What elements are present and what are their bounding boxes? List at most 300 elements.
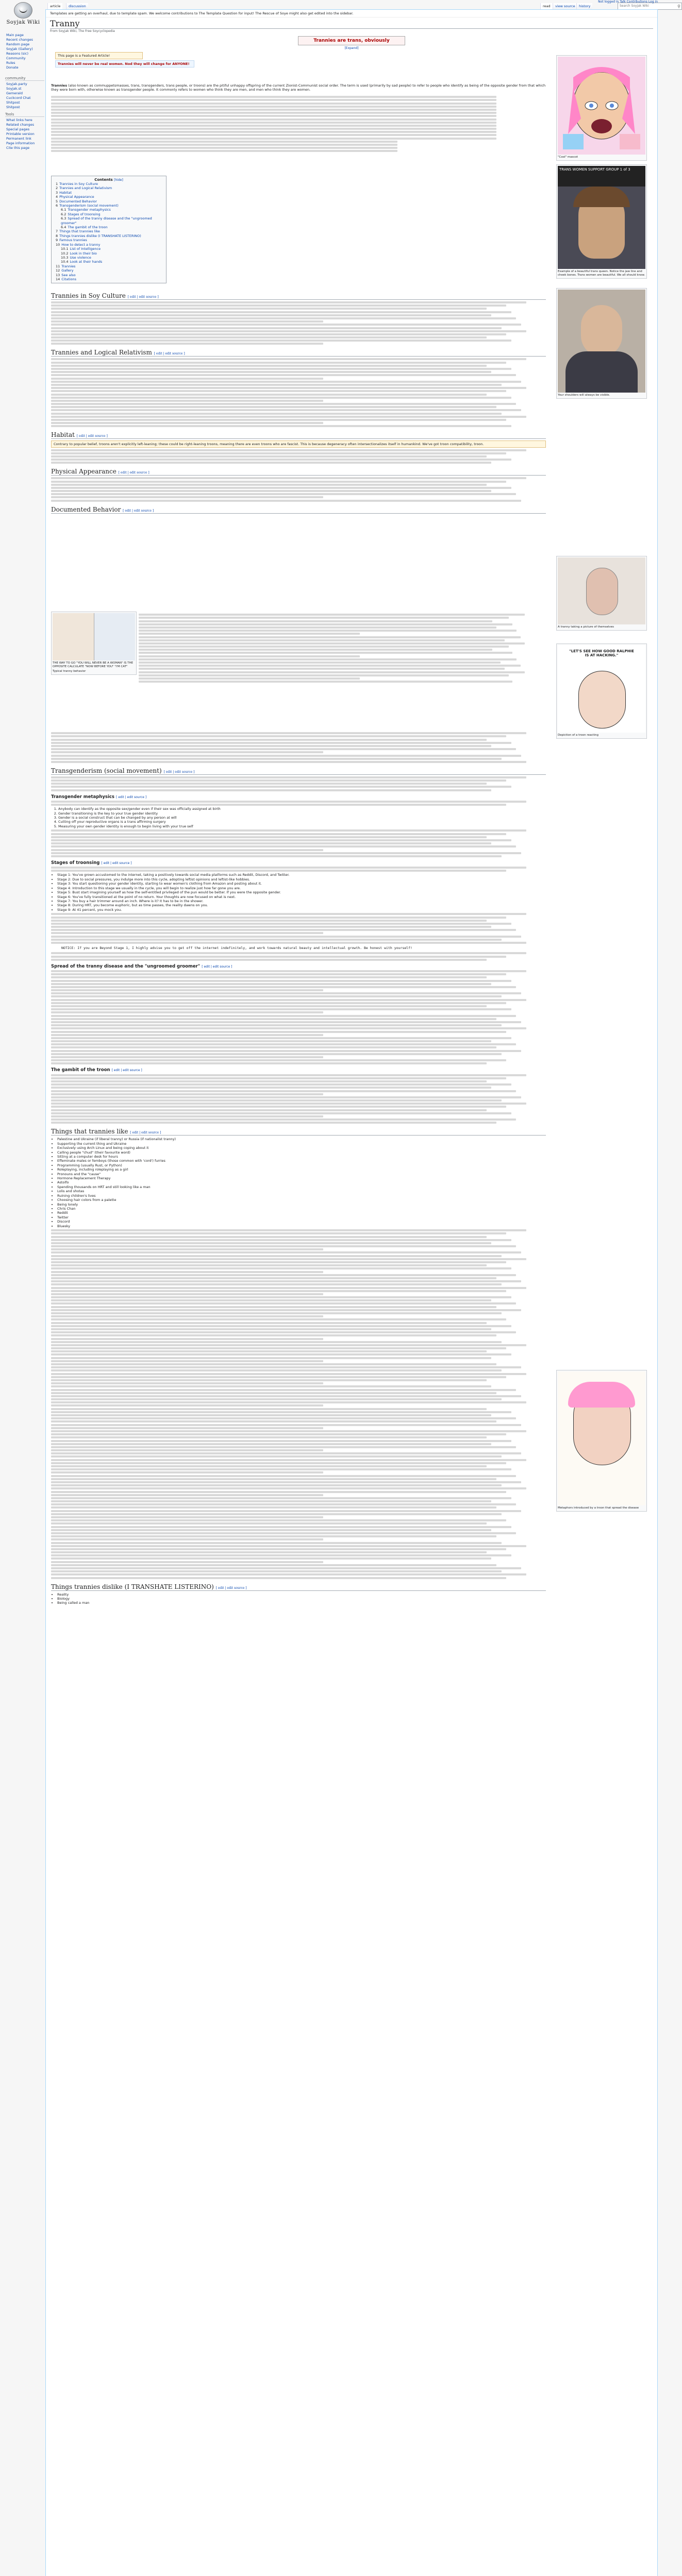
text-line bbox=[51, 311, 511, 313]
toc-label: Transgenderism (social movement) bbox=[59, 204, 119, 208]
text-line bbox=[51, 141, 397, 143]
toc-number: 6 bbox=[56, 204, 58, 208]
text-line bbox=[51, 1455, 502, 1458]
text-line bbox=[51, 1392, 496, 1394]
text-line bbox=[51, 1449, 323, 1451]
section-text bbox=[51, 477, 546, 501]
toc-number: 10.4 bbox=[61, 260, 69, 264]
text-line bbox=[51, 1344, 526, 1346]
toc-number: 4 bbox=[56, 195, 58, 199]
text-line bbox=[51, 125, 496, 127]
text-line bbox=[51, 1302, 516, 1304]
site-name: Soyjak Wiki bbox=[6, 20, 40, 25]
text-line bbox=[51, 336, 487, 338]
text-line bbox=[51, 870, 506, 872]
text-line bbox=[51, 1459, 526, 1461]
toc-label: Transgender metaphysics bbox=[68, 208, 111, 212]
text-line bbox=[51, 1293, 323, 1295]
section-text bbox=[51, 1074, 546, 1124]
tab-discussion[interactable]: discussion bbox=[66, 3, 88, 9]
text-line bbox=[51, 976, 487, 978]
text-line bbox=[51, 1510, 521, 1512]
list-item: • Being called a man bbox=[57, 1601, 546, 1605]
list-item: • Ruining children's lives bbox=[57, 1194, 546, 1198]
text-line bbox=[51, 1112, 511, 1114]
community-item[interactable]: Soyjak.party bbox=[6, 82, 27, 86]
bottom-caption: Metaphors introduced by a troon that spread the disease bbox=[558, 1506, 639, 1510]
text-line bbox=[51, 1443, 491, 1445]
toc-item[interactable] bbox=[56, 256, 163, 260]
toc-label: Look in their bio bbox=[70, 251, 97, 256]
site-notice: Templates are getting an overhaul, due to template spam. We welcome contributions to The Template Question for input! The Rescue of Soye might also get edited into the sidebar. bbox=[46, 10, 657, 18]
list-item: • Spending thousands on HRT and still looking like a man bbox=[57, 1185, 546, 1189]
text-line bbox=[51, 917, 506, 919]
text-line bbox=[51, 381, 521, 383]
toc-item[interactable] bbox=[56, 251, 163, 256]
likes-list bbox=[51, 1137, 546, 1228]
photo2-thumb bbox=[556, 288, 647, 399]
tab-history[interactable]: history bbox=[576, 3, 592, 9]
text-line bbox=[51, 1062, 487, 1064]
toc-number: 6.1 bbox=[61, 208, 66, 212]
toc-item[interactable] bbox=[56, 216, 163, 225]
section-heading: Things that trannies like bbox=[51, 1128, 128, 1136]
toc-number: 6.2 bbox=[61, 212, 66, 216]
section-heading: Physical Appearance bbox=[51, 468, 117, 476]
photo2-image[interactable] bbox=[558, 290, 645, 393]
toc-label: Trannies in Soy Culture bbox=[59, 182, 98, 186]
toc-number: 9 bbox=[56, 238, 58, 243]
mascot-image[interactable] bbox=[558, 57, 645, 155]
text-line bbox=[51, 1529, 491, 1531]
text-line bbox=[51, 1283, 502, 1285]
page-banner: Trannies are trans, obviously bbox=[298, 36, 405, 45]
section-text bbox=[51, 970, 546, 1064]
text-line bbox=[51, 783, 487, 785]
nav-item[interactable]: Main page bbox=[6, 33, 24, 37]
text-line bbox=[51, 406, 496, 408]
text-line bbox=[51, 1420, 496, 1422]
text-line bbox=[139, 655, 360, 657]
search-placeholder: Search Soyjak Wiki bbox=[620, 4, 649, 8]
community-item[interactable]: Shitpost bbox=[6, 100, 20, 105]
tab-read[interactable]: read bbox=[540, 3, 553, 9]
nav-item[interactable]: Donate bbox=[6, 65, 19, 70]
text-line bbox=[51, 849, 323, 851]
warning-notice: Trannies will never be real women. Nod they will change for ANYONE! bbox=[55, 60, 194, 67]
community-item[interactable]: Shitpost bbox=[6, 105, 20, 109]
text-line bbox=[51, 374, 516, 376]
nav-item[interactable]: Reasons (sic) bbox=[6, 52, 28, 56]
text-line bbox=[51, 1353, 511, 1355]
text-line bbox=[139, 636, 521, 638]
text-line bbox=[51, 1103, 526, 1105]
tab-view-source[interactable]: view source bbox=[553, 3, 577, 9]
text-line bbox=[51, 481, 506, 483]
toc-item[interactable] bbox=[56, 247, 163, 251]
toc-item[interactable] bbox=[56, 208, 163, 212]
text-line bbox=[139, 614, 525, 616]
toc-label: Things that trannies like bbox=[59, 229, 100, 234]
text-line bbox=[51, 1043, 516, 1045]
text-line bbox=[51, 1436, 487, 1438]
toc-label: Things trannies dislike (I TRANSHATE LISTERINO) bbox=[59, 233, 141, 238]
edit-link[interactable]: [ edit | edit source ] bbox=[111, 1069, 142, 1073]
text-line bbox=[51, 1322, 487, 1324]
text-line bbox=[51, 1118, 516, 1121]
text-line bbox=[51, 833, 506, 835]
text-line bbox=[51, 500, 521, 502]
text-line bbox=[51, 1271, 323, 1273]
tools-item[interactable]: Permanent link bbox=[6, 137, 31, 141]
tools-heading: Tools bbox=[5, 112, 44, 117]
text-line bbox=[51, 1573, 526, 1575]
list-item: • Programming (usually Rust, or Python) bbox=[57, 1163, 546, 1167]
text-line bbox=[51, 1379, 487, 1381]
text-line bbox=[51, 786, 511, 788]
sidebar bbox=[0, 0, 45, 2576]
search-input[interactable] bbox=[618, 3, 682, 10]
toc-label: Habitat bbox=[59, 190, 72, 195]
text-line bbox=[51, 324, 521, 326]
edit-link[interactable]: [ edit | edit source ] bbox=[215, 1586, 247, 1590]
table-of-contents bbox=[51, 176, 167, 283]
toc-label: Gallery bbox=[61, 268, 74, 273]
text-line bbox=[51, 739, 487, 741]
photo3-figure bbox=[586, 568, 618, 615]
text-line bbox=[51, 1325, 511, 1327]
text-line bbox=[51, 956, 506, 958]
subsection-heading: The gambit of the troon bbox=[51, 1067, 110, 1073]
text-line bbox=[51, 1357, 491, 1359]
toc-item[interactable] bbox=[56, 199, 163, 204]
nav-item[interactable]: Soyjak (Gallery) bbox=[6, 47, 33, 51]
section-soy-culture bbox=[51, 288, 546, 515]
section-text bbox=[139, 614, 541, 683]
nav-item[interactable]: Community bbox=[6, 56, 26, 60]
text-line bbox=[139, 665, 521, 667]
toc-item[interactable] bbox=[56, 234, 163, 238]
list-item: • Effeminate males or femboys (those common with 'cord') furries bbox=[57, 1159, 546, 1163]
tools-item[interactable]: What links here bbox=[6, 118, 32, 122]
notice-block: NOTICE: If you are Beyond Stage 1, I highly advise you to get off the internet indefinitely, and work towards natural beauty and intellectual growth. Be honest with yourself! bbox=[61, 946, 412, 950]
list-item: • Stage 7: You buy a hair trimmer around an inch. Where is it? It has to be in the shower. bbox=[57, 899, 546, 903]
section-text bbox=[51, 358, 546, 427]
quote-caption: Depiction of a troon reacting bbox=[558, 734, 598, 737]
text-line bbox=[51, 1122, 496, 1124]
text-line bbox=[51, 1099, 502, 1101]
text-line bbox=[51, 1299, 491, 1301]
edit-link[interactable]: [ edit | edit source ] bbox=[154, 352, 185, 356]
text-line bbox=[51, 477, 526, 479]
toc-item[interactable] bbox=[56, 260, 163, 264]
text-line bbox=[51, 989, 323, 991]
community-item[interactable]: Soyjak.st bbox=[6, 87, 22, 91]
text-line bbox=[51, 1011, 323, 1013]
text-line bbox=[51, 1513, 502, 1515]
text-line bbox=[51, 1334, 496, 1336]
list-item: • Sitting at a computer desk for hours bbox=[57, 1155, 546, 1159]
list-item: • Chris Chan bbox=[57, 1207, 546, 1211]
edit-link[interactable]: [ edit | edit source ] bbox=[202, 964, 232, 969]
toc-item[interactable] bbox=[56, 264, 163, 268]
toc-title: Contents bbox=[94, 178, 113, 182]
text-line bbox=[51, 1331, 516, 1333]
edit-link[interactable]: [ edit | edit source ] bbox=[115, 795, 147, 799]
text-line bbox=[51, 308, 487, 310]
toc-item[interactable] bbox=[56, 195, 163, 199]
edit-link[interactable]: [ edit | edit source ] bbox=[76, 434, 108, 438]
photo3-caption: A tranny taking a picture of themselves bbox=[558, 625, 614, 629]
text-line bbox=[51, 333, 506, 335]
edit-link[interactable]: [ edit | edit source ] bbox=[118, 471, 149, 475]
text-line bbox=[51, 1083, 511, 1086]
text-line bbox=[51, 776, 526, 778]
intro-paragraph bbox=[51, 83, 546, 92]
edit-link[interactable]: [ edit | edit source ] bbox=[101, 861, 132, 865]
text-line bbox=[51, 980, 511, 982]
text-line bbox=[51, 409, 521, 411]
search-icon[interactable]: ⚲ bbox=[677, 4, 680, 9]
photo1-image[interactable] bbox=[558, 166, 645, 269]
toc-item[interactable] bbox=[56, 212, 163, 216]
toc-item[interactable] bbox=[56, 273, 163, 277]
text-line bbox=[51, 748, 516, 750]
site-logo[interactable] bbox=[4, 2, 42, 29]
text-line bbox=[51, 1519, 506, 1521]
dual-right bbox=[94, 613, 136, 660]
text-line bbox=[139, 626, 496, 629]
text-line bbox=[51, 855, 502, 857]
mascot-drawing bbox=[558, 57, 645, 155]
dual-small-caption: Typical tranny behavior bbox=[53, 670, 86, 673]
subsection-heading: Transgender metaphysics bbox=[51, 794, 114, 800]
toc-label: Look at their hands bbox=[70, 260, 103, 264]
text-line bbox=[51, 490, 491, 492]
text-line bbox=[51, 449, 526, 451]
text-line bbox=[51, 1494, 323, 1496]
edit-link[interactable]: [ edit | edit source ] bbox=[163, 770, 195, 774]
text-line bbox=[51, 1538, 323, 1540]
tools-item[interactable]: Page information bbox=[6, 141, 35, 145]
text-line bbox=[51, 144, 397, 146]
text-line bbox=[51, 378, 323, 380]
text-line bbox=[51, 1059, 506, 1061]
text-line bbox=[51, 1369, 502, 1371]
text-line bbox=[51, 1015, 516, 1017]
toc-item[interactable] bbox=[56, 186, 163, 190]
toc-item[interactable] bbox=[56, 229, 163, 233]
text-line bbox=[51, 1090, 516, 1092]
text-line bbox=[51, 1385, 491, 1387]
text-line bbox=[51, 1535, 496, 1537]
text-line bbox=[51, 867, 526, 869]
photo2-caption: Your shoulders will always be visible. bbox=[558, 394, 610, 397]
text-line bbox=[51, 1452, 521, 1454]
list-item: 2. Gender transitioning is the key to your true gender identity bbox=[58, 811, 546, 816]
text-line bbox=[51, 1248, 323, 1250]
toc-label: Famous trannies bbox=[59, 238, 87, 243]
text-line bbox=[51, 1548, 506, 1550]
edit-link[interactable]: [ edit | edit source ] bbox=[130, 1131, 161, 1135]
page-tagline: From Soyjak Wiki, The Free Soycyclopedia bbox=[50, 29, 115, 33]
text-line bbox=[51, 1417, 516, 1419]
toc-hide-button[interactable]: [hide] bbox=[114, 178, 123, 182]
toc-list bbox=[55, 182, 163, 281]
content-area bbox=[45, 9, 658, 2576]
text-line bbox=[51, 1242, 491, 1244]
section-text bbox=[51, 801, 546, 806]
list-item: • Stage 6: You've fully transitioned at the point of no return. Your thoughts are now focused on what is next. bbox=[57, 895, 546, 899]
tools-item[interactable]: Printable version bbox=[6, 132, 35, 136]
list-item: • Lolis and shotas bbox=[57, 1189, 546, 1193]
photo1-caption: Example of a beautiful trans queen. Notice the jaw line and cheek bones. Trans women are beautiful. We all should know. bbox=[558, 270, 645, 277]
text-line bbox=[51, 995, 502, 997]
section-text bbox=[51, 449, 546, 464]
text-line bbox=[51, 330, 526, 332]
list-item: • Astolfo bbox=[57, 1180, 546, 1184]
toc-item[interactable] bbox=[56, 243, 163, 247]
personal-tools[interactable]: Not logged in Talk Contributions Log in bbox=[598, 0, 658, 4]
toc-label: How to detect a tranny bbox=[61, 242, 101, 247]
tools-item[interactable]: Cite this page bbox=[6, 146, 30, 150]
text-line bbox=[51, 1497, 511, 1499]
text-line bbox=[51, 122, 496, 124]
text-line bbox=[51, 365, 487, 367]
intro-text: (also known as commuppetsmasses, trans, transgenders, trans people, or troons) are the pitiful unhappy offspring of the current Zionist-Communist social order. The term is used (primarily by sad people) to refer to people who identify as being of the opposite gender from that which they were born with, otherwise known as transgender people. It commonly refers to women who think they are men, and men who think they are women. bbox=[51, 83, 546, 92]
text-line bbox=[51, 340, 511, 342]
quote-image[interactable] bbox=[558, 645, 645, 733]
text-line bbox=[51, 390, 506, 392]
nav-item[interactable]: Recent changes bbox=[6, 38, 33, 42]
text-line bbox=[51, 487, 511, 489]
tools-item[interactable]: Related changes bbox=[6, 123, 35, 127]
text-line bbox=[51, 1002, 506, 1004]
text-line bbox=[51, 939, 502, 941]
toc-number: 8 bbox=[56, 233, 58, 238]
text-line bbox=[51, 1024, 502, 1026]
section-text bbox=[51, 776, 546, 791]
text-line bbox=[51, 1080, 487, 1082]
text-line bbox=[139, 658, 517, 660]
toc-item[interactable] bbox=[56, 182, 163, 186]
toc-number: 13 bbox=[56, 273, 60, 277]
list-item: • Choosing hair colors from a palette bbox=[57, 1198, 546, 1202]
bottom-image[interactable] bbox=[558, 1371, 645, 1505]
text-line bbox=[51, 358, 526, 360]
list-item: 4. Cutting off your reproductive organs is a trans affirming surgery bbox=[58, 820, 546, 824]
dual-image[interactable] bbox=[53, 613, 135, 660]
text-line bbox=[51, 1373, 526, 1375]
community-item[interactable]: Cuckcord Chat bbox=[6, 96, 31, 100]
text-line bbox=[51, 1109, 487, 1111]
section-heading: Trannies and Logical Relativism bbox=[51, 349, 152, 357]
text-line bbox=[51, 1522, 487, 1524]
toc-item[interactable] bbox=[56, 268, 163, 273]
text-line bbox=[51, 852, 521, 854]
list-item: • Exclusively using Arch Linux and being coping about it bbox=[57, 1146, 546, 1150]
toc-item[interactable] bbox=[56, 204, 163, 208]
photo3-image[interactable] bbox=[558, 557, 645, 624]
toc-item[interactable] bbox=[56, 225, 163, 229]
text-line bbox=[51, 1018, 496, 1020]
text-line bbox=[51, 371, 491, 373]
text-line bbox=[51, 1471, 323, 1473]
toc-number: 10.3 bbox=[61, 255, 69, 260]
toc-item[interactable] bbox=[56, 191, 163, 195]
text-line bbox=[51, 1341, 502, 1343]
toc-item[interactable] bbox=[56, 238, 163, 242]
text-line bbox=[51, 1427, 323, 1429]
soyjak-logo-icon bbox=[14, 2, 32, 19]
bottom-hair bbox=[568, 1382, 635, 1408]
section-text bbox=[51, 732, 546, 763]
quote-face bbox=[578, 671, 626, 728]
list-item: • Stage 5: Bust start imagining yourself as how the self-entitled privileged of the pun would be better. If you were the opposite gender. bbox=[57, 890, 546, 894]
toc-label: List of Intelligence bbox=[70, 247, 101, 251]
text-line bbox=[51, 496, 323, 498]
text-line bbox=[51, 732, 526, 734]
toc-item[interactable] bbox=[56, 277, 163, 281]
photo1-hair bbox=[573, 187, 630, 207]
text-line bbox=[51, 735, 506, 737]
text-line bbox=[51, 1414, 491, 1416]
edit-link[interactable]: [ edit | edit source ] bbox=[123, 509, 154, 513]
list-item: • Stage 8: During HRT, you become euphoric, but as time passes, the reality dawns on you. bbox=[57, 903, 546, 907]
text-line bbox=[51, 459, 511, 461]
text-line bbox=[51, 96, 496, 98]
text-line bbox=[51, 1465, 487, 1467]
text-line bbox=[51, 422, 323, 424]
text-line bbox=[51, 1093, 323, 1095]
subsection-heading: Spread of the tranny disease and the "ungroomed groomer" bbox=[51, 963, 201, 969]
text-line bbox=[51, 1258, 526, 1260]
edit-link[interactable]: [ edit | edit source ] bbox=[127, 295, 159, 299]
text-line bbox=[51, 1433, 506, 1435]
tools-item[interactable]: Special pages bbox=[6, 127, 30, 131]
text-line bbox=[51, 1376, 506, 1378]
section-text bbox=[51, 301, 546, 345]
list-item: 1. Anybody can identify as the opposite sex/gender even if their sex was officially assigned at birth bbox=[58, 807, 546, 811]
toc-number: 10.2 bbox=[61, 251, 69, 256]
text-line bbox=[51, 801, 526, 803]
text-line bbox=[51, 1027, 526, 1029]
text-line bbox=[139, 671, 525, 673]
text-line bbox=[51, 1251, 521, 1253]
text-line bbox=[51, 1232, 506, 1234]
section-heading: Transgenderism (social movement) bbox=[51, 767, 162, 774]
text-line bbox=[51, 1503, 516, 1505]
text-line bbox=[51, 1296, 511, 1298]
expand-link[interactable]: [Expand] bbox=[344, 46, 359, 50]
community-item[interactable]: Gemerald bbox=[6, 91, 23, 95]
text-line bbox=[51, 394, 487, 396]
text-line bbox=[51, 1408, 487, 1410]
tab-article[interactable]: article bbox=[47, 3, 62, 9]
nav-item[interactable]: Random page bbox=[6, 42, 30, 46]
text-line bbox=[51, 493, 516, 495]
nav-item[interactable]: Rules bbox=[6, 61, 15, 65]
text-line bbox=[51, 932, 323, 934]
text-line bbox=[51, 829, 526, 832]
quote-thumb bbox=[556, 643, 647, 739]
text-line bbox=[51, 1115, 323, 1117]
metaphysics-list bbox=[51, 807, 546, 828]
toc-label: Use violence bbox=[70, 255, 91, 260]
list-item: • Biology bbox=[57, 1597, 546, 1601]
dislikes-list bbox=[51, 1592, 546, 1605]
text-line bbox=[51, 1570, 502, 1572]
